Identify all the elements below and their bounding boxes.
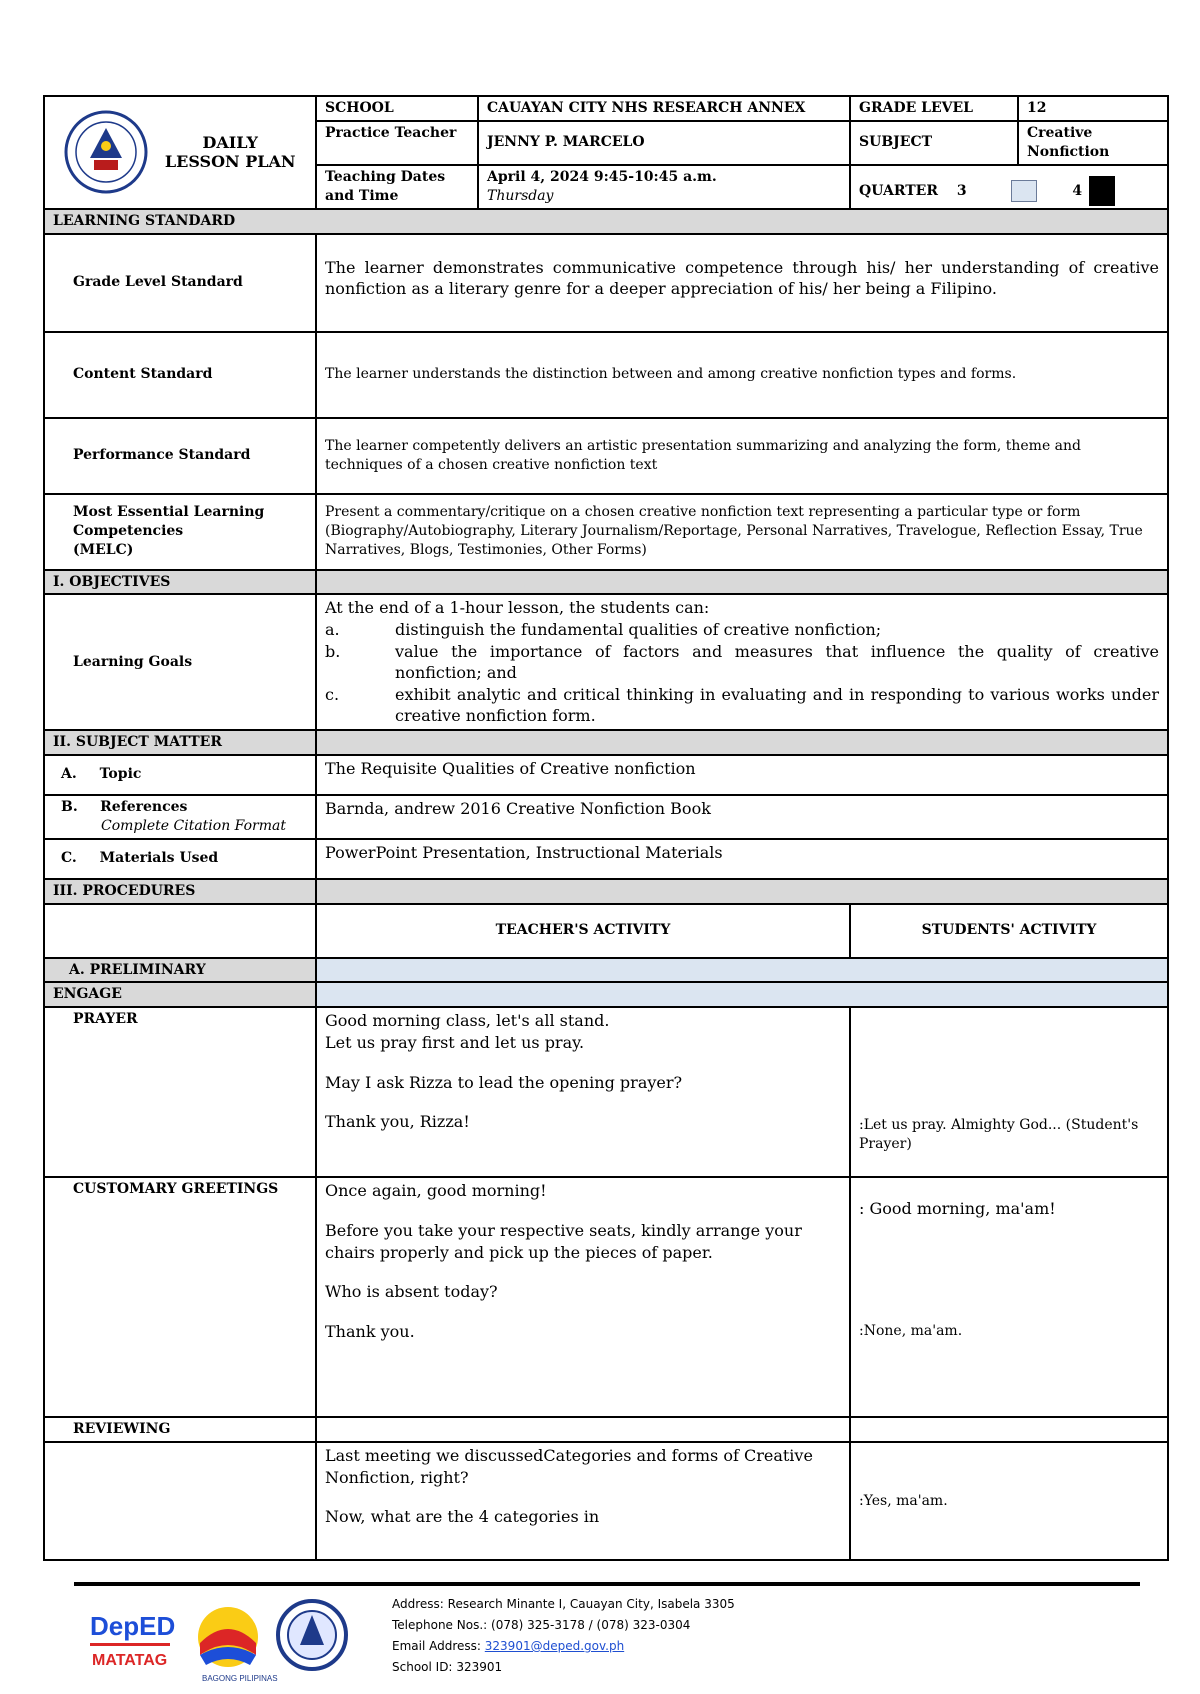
greetings-student bbox=[850, 1177, 1168, 1417]
logo-title-cell bbox=[44, 96, 316, 209]
day-value: Thursday bbox=[487, 187, 554, 204]
school-value: CAUAYAN CITY NHS RESEARCH ANNEX bbox=[478, 96, 850, 121]
greet-s1: : Good morning, ma'am! bbox=[859, 1199, 1056, 1219]
quarter-3: 3 bbox=[956, 182, 967, 199]
topic-label-cell bbox=[44, 755, 316, 795]
school-id-label: School ID: bbox=[392, 1660, 453, 1674]
greet-t3: Who is absent today? bbox=[325, 1282, 498, 1302]
goal-a-key: a. bbox=[325, 620, 340, 640]
footer-contact bbox=[392, 1594, 735, 1678]
greet-s2: :None, ma'am. bbox=[859, 1322, 963, 1339]
footer-logos-icon bbox=[90, 1595, 380, 1685]
review-t2: Now, what are the 4 categories in bbox=[325, 1507, 600, 1527]
subject-value: Creative Nonfiction bbox=[1018, 121, 1168, 165]
goal-c-text: exhibit analytic and critical thinking in evaluating and in responding to various works under creative nonfiction form. bbox=[395, 684, 1159, 726]
performance-standard-text: The learner competently delivers an artistic presentation summarizing and analyzing the form, theme and techniques of a chosen creative nonfiction text bbox=[316, 418, 1168, 494]
greet-t4: Thank you. bbox=[325, 1321, 415, 1341]
lesson-plan-table bbox=[43, 95, 1169, 1561]
topic-label: Topic bbox=[99, 766, 142, 783]
greet-t2: Before you take your respective seats, kindly arrange your chairs properly and pick up the pieces of paper. bbox=[325, 1220, 802, 1262]
band-subject-matter: II. SUBJECT MATTER bbox=[44, 730, 316, 755]
band-preliminary: A. PRELIMINARY bbox=[44, 958, 316, 983]
reviewing-teacher bbox=[316, 1442, 850, 1560]
subject-label: SUBJECT bbox=[850, 121, 1018, 165]
goal-b-text: value the importance of factors and measures that influence the quality of creative nonfiction; and bbox=[395, 641, 1159, 683]
dates-cell bbox=[478, 165, 850, 209]
deped-seal-icon bbox=[64, 110, 148, 194]
bagong-pilipinas-text: BAGONG PILIPINAS bbox=[202, 1674, 278, 1683]
prayer-t4: Thank you, Rizza! bbox=[325, 1112, 470, 1132]
content-standard-text: The learner understands the distinction between and among creative nonfiction types and forms. bbox=[316, 332, 1168, 418]
phone-label: Telephone Nos.: bbox=[392, 1618, 488, 1632]
melc-label-1: Most Essential Learning bbox=[73, 504, 265, 521]
melc-label-2: Competencies bbox=[73, 523, 184, 540]
prayer-t3: May I ask Rizza to lead the opening prayer? bbox=[325, 1072, 683, 1092]
address-value: Research Minante I, Cauayan City, Isabela 3305 bbox=[447, 1597, 735, 1611]
email-label: Email Address: bbox=[392, 1639, 481, 1653]
dates-label: Teaching Dates and Time bbox=[316, 165, 478, 209]
prayer-label: PRAYER bbox=[44, 1007, 316, 1177]
lesson-plan bbox=[43, 95, 1167, 1561]
quarter-3-checkbox[interactable] bbox=[1011, 180, 1037, 202]
materials-key: C. bbox=[61, 850, 77, 867]
goals-intro: At the end of a 1-hour lesson, the students can: bbox=[325, 598, 710, 618]
greetings-teacher bbox=[316, 1177, 850, 1417]
references-label-cell bbox=[44, 795, 316, 839]
quarter-label: QUARTER bbox=[859, 182, 938, 199]
review-t1: Last meeting we discussedCategories and forms of Creative Nonfiction, right? bbox=[325, 1446, 813, 1487]
band-objectives: I. OBJECTIVES bbox=[44, 570, 316, 595]
goal-c-key: c. bbox=[325, 684, 340, 704]
teacher-activity-header: TEACHER'S ACTIVITY bbox=[316, 904, 850, 958]
topic-value: The Requisite Qualities of Creative nonfiction bbox=[316, 755, 1168, 795]
materials-label-cell bbox=[44, 839, 316, 879]
grade-level-standard-label: Grade Level Standard bbox=[44, 234, 316, 332]
references-value: Barnda, andrew 2016 Creative Nonfiction Book bbox=[316, 795, 1168, 839]
teacher-label: Practice Teacher bbox=[316, 121, 478, 165]
references-label: References bbox=[100, 798, 188, 815]
grade-value: 12 bbox=[1018, 96, 1168, 121]
materials-value: PowerPoint Presentation, Instructional Materials bbox=[316, 839, 1168, 879]
title-line-2: LESSON PLAN bbox=[164, 152, 296, 172]
school-label: SCHOOL bbox=[316, 96, 478, 121]
learning-goals-text bbox=[316, 594, 1168, 730]
student-activity-header: STUDENTS' ACTIVITY bbox=[850, 904, 1168, 958]
references-sub: Complete Citation Format bbox=[101, 817, 286, 834]
footer-rule bbox=[74, 1582, 1140, 1586]
prayer-teacher bbox=[316, 1007, 850, 1177]
goal-a-text: distinguish the fundamental qualities of creative nonfiction; bbox=[395, 620, 882, 640]
melc-label-3: (MELC) bbox=[73, 542, 134, 558]
reviewing-label: REVIEWING bbox=[44, 1417, 316, 1442]
address-label: Address: bbox=[392, 1597, 444, 1611]
band-learning-standard: LEARNING STANDARD bbox=[44, 209, 1168, 234]
performance-standard-label: Performance Standard bbox=[44, 418, 316, 494]
quarter-4-checkbox[interactable] bbox=[1089, 176, 1115, 206]
learning-goals-label: Learning Goals bbox=[44, 594, 316, 730]
content-standard-label: Content Standard bbox=[44, 332, 316, 418]
quarter-cell bbox=[850, 165, 1168, 209]
school-id-value: 323901 bbox=[456, 1660, 503, 1674]
email-link[interactable]: 323901@deped.gov.ph bbox=[484, 1639, 625, 1653]
grade-level-standard-text: The learner demonstrates communicative competence through his/ her understanding of creative nonfiction as a literary genre for a deeper appreciation of his/ her being a Filipino. bbox=[316, 234, 1168, 332]
band-procedures: III. PROCEDURES bbox=[44, 879, 316, 904]
topic-key: A. bbox=[61, 766, 77, 783]
phone-value: (078) 325-3178 / (078) 323-0304 bbox=[491, 1618, 691, 1632]
matatag-text: MATATAG bbox=[92, 1652, 168, 1669]
materials-label: Materials Used bbox=[99, 850, 219, 867]
grade-label: GRADE LEVEL bbox=[850, 96, 1018, 121]
quarter-4: 4 bbox=[1072, 182, 1083, 199]
dates-value: April 4, 2024 9:45-10:45 a.m. bbox=[487, 168, 717, 185]
prayer-student: :Let us pray. Almighty God... (Student's Prayer) bbox=[850, 1007, 1168, 1177]
title-line-1: DAILY bbox=[202, 133, 258, 153]
prayer-t1: Good morning class, let's all stand. bbox=[325, 1011, 610, 1031]
melc-text: Present a commentary/critique on a chosen creative nonfiction text representing a particular type or form (Biography/Autobiography, Literary Journalism/Reportage, Personal Narratives, Travelogue, Reflection Essay, True Narratives, Blogs, Testimonies, Other Forms) bbox=[316, 494, 1168, 570]
footer-logos bbox=[90, 1595, 380, 1685]
goal-b-key: b. bbox=[325, 641, 341, 661]
band-engage: ENGAGE bbox=[44, 982, 316, 1007]
greet-t1: Once again, good morning! bbox=[325, 1181, 547, 1201]
review-student: :Yes, ma'am. bbox=[850, 1442, 1168, 1560]
greetings-label: CUSTOMARY GREETINGS bbox=[44, 1177, 316, 1417]
teacher-value: JENNY P. MARCELO bbox=[478, 121, 850, 165]
prayer-t2: Let us pray first and let us pray. bbox=[325, 1032, 585, 1052]
references-key: B. bbox=[61, 798, 78, 815]
deped-logo-text: DepED bbox=[90, 1611, 176, 1641]
melc-label bbox=[44, 494, 316, 570]
